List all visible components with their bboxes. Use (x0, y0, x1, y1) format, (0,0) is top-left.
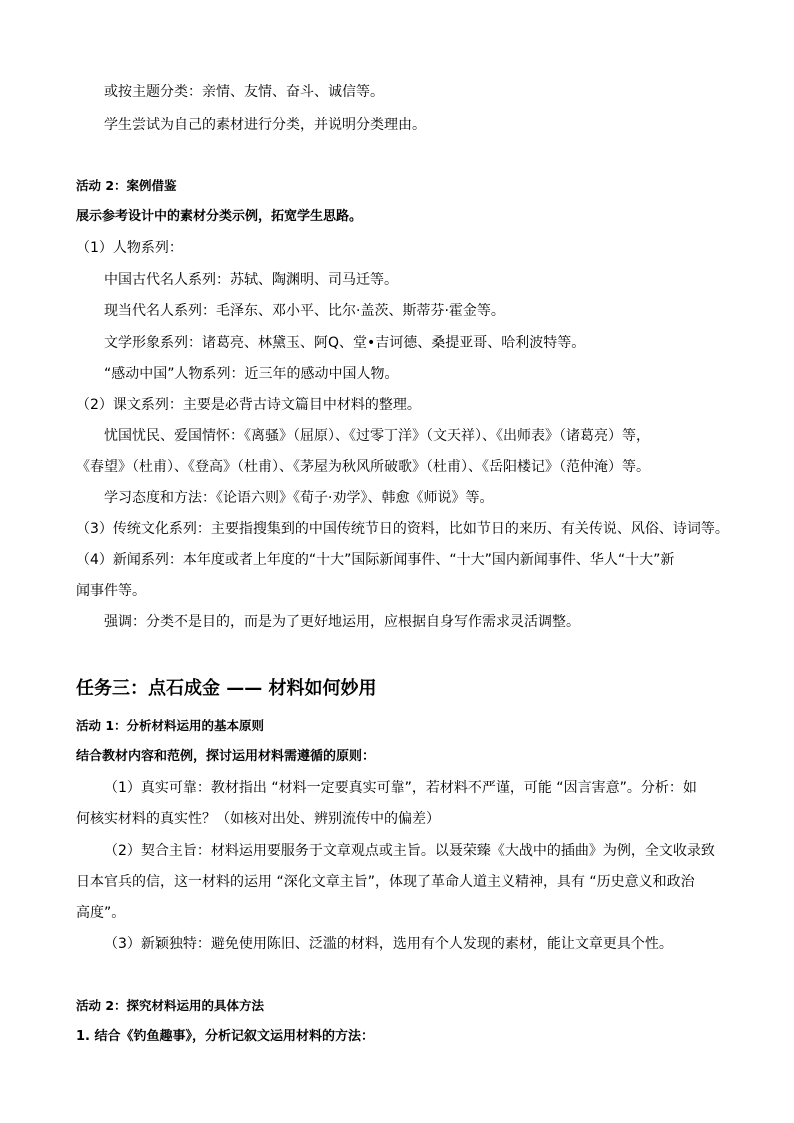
activity-2-title: 活动 2：案例借鉴 (76, 178, 177, 193)
task-3-activity-1-subtitle: 结合教材内容和范例，探讨运用材料需遵循的原则： (76, 749, 376, 764)
people-series-literary: 文学形象系列：诸葛亮、林黛玉、阿Q、堂•吉诃德、桑提亚哥、哈利波特等。 (104, 335, 586, 351)
task-3-activity-1-title: 活动 1：分析材料运用的基本原则 (76, 718, 265, 733)
task-3-activity-2-subtitle: 1. 结合《钓鱼趣事》，分析记叙文运用材料的方法： (76, 1029, 375, 1044)
section-a-line1: 或按主题分类：亲情、友情、奋斗、诚信等。 (104, 84, 384, 100)
people-series-modern: 现当代名人系列：毛泽东、邓小平、比尔·盖茨、斯蒂芬·霍金等。 (104, 303, 505, 319)
principle-3: （3）新颖独特：避免使用陈旧、泛滥的材料，选用有个人发现的素材，能让文章更具个性。 (104, 936, 673, 952)
textbook-series-learning: 学习态度和方法：《论语六则》《荀子·劝学》、韩愈《师说》等。 (104, 490, 494, 506)
traditional-culture-series: （3）传统文化系列：主要指搜集到的中国传统节日的资料，比如节日的来历、有关传说、风俗、诗词等。 (76, 521, 729, 537)
task-3-heading: 任务三：点石成金 —— 材料如何妙用 (76, 678, 377, 699)
textbook-series-title: （2）课文系列：主要是必背古诗文篇目中材料的整理。 (76, 397, 421, 413)
textbook-series-patriotism-2: 《春望》（杜甫）、《登高》（杜甫）、《茅屋为秋风所破歌》（杜甫）、《岳阳楼记》（范仲淹）等。 (76, 459, 650, 475)
principle-2-line3: 高度”。 (76, 905, 126, 921)
news-series-line2: 闻事件等。 (76, 583, 146, 599)
textbook-series-patriotism-1: 忧国忧民、爱国情怀：《离骚》（屈原）、《过零丁洋》（文天祥）、《出师表》（诸葛亮）等， (104, 428, 650, 444)
people-series-touching-china: “感动中国”人物系列：近三年的感动中国人物。 (104, 366, 399, 382)
emphasis-note: 强调：分类不是目的，而是为了更好地运用，应根据自身写作需求灵活调整。 (104, 614, 580, 630)
principle-2-line1: （2）契合主旨：材料运用要服务于文章观点或主旨。以聂荣臻《大战中的插曲》为例，全文收录致 (104, 843, 715, 859)
principle-2-line2: 日本官兵的信，这一材料的运用 “深化文章主旨”，体现了革命人道主义精神，具有 “历史意义和政治 (76, 874, 695, 890)
people-series-title: （1）人物系列： (76, 240, 183, 256)
task-3-activity-2-title: 活动 2：探究材料运用的具体方法 (76, 998, 265, 1013)
people-series-ancient: 中国古代名人系列：苏轼、陶渊明、司马迁等。 (104, 272, 398, 288)
news-series-line1: （4）新闻系列：本年度或者上年度的“十大”国际新闻事件、“十大”国内新闻事件、华人“十大”新 (76, 552, 675, 568)
principle-1-line2: 何核实材料的真实性？（如核对出处、辨别流传中的偏差） (76, 811, 440, 827)
section-a-line2: 学生尝试为自己的素材进行分类，并说明分类理由。 (104, 117, 426, 133)
principle-1-line1: （1）真实可靠：教材指出 “材料一定要真实可靠”，若材料不严谨，可能 “因言害意”。分析：如 (104, 780, 697, 796)
activity-2-subtitle: 展示参考设计中的素材分类示例，拓宽学生思路。 (76, 209, 363, 224)
